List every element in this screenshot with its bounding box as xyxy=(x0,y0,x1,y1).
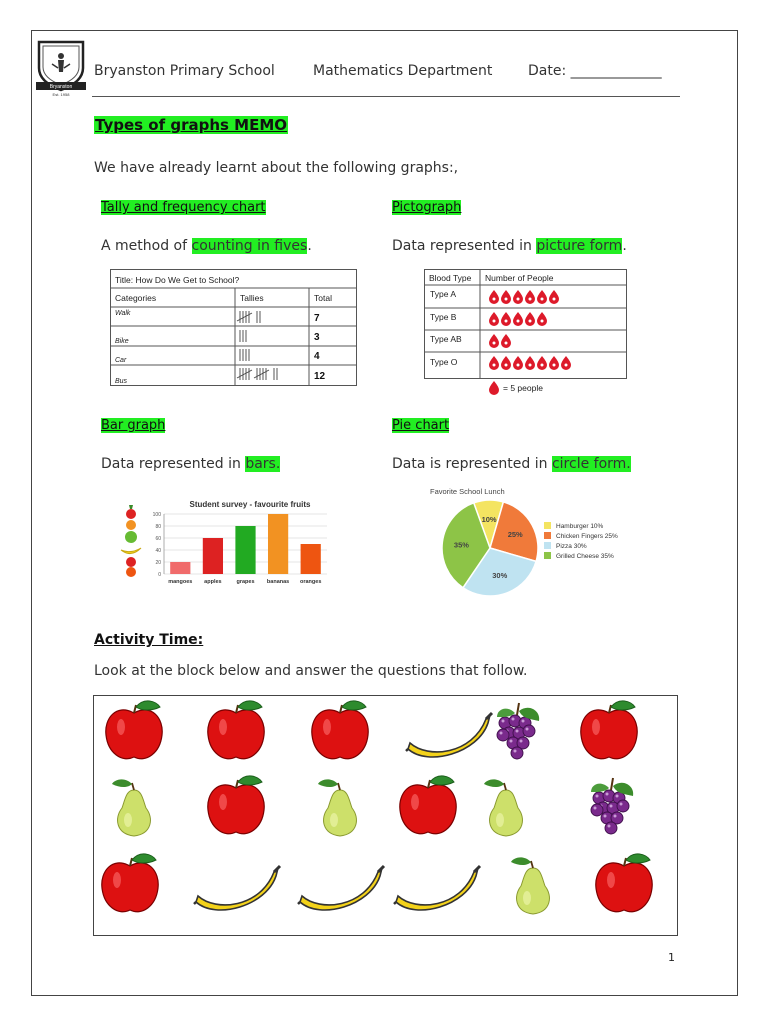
picto-row-type: Type AB xyxy=(430,334,462,344)
picto-key-text: = 5 people xyxy=(503,383,543,393)
pear-icon xyxy=(112,779,150,836)
bar-category-label: mangoes xyxy=(168,579,193,585)
school-name: Bryanston Primary School xyxy=(94,63,275,79)
tally-table-title: Title: How Do We Get to School? xyxy=(115,275,240,285)
crest-text: Bryanston xyxy=(49,84,73,90)
tally-desc-prefix: A method of xyxy=(101,238,192,254)
pictograph-heading: Pictograph xyxy=(392,200,462,215)
pear-icon xyxy=(318,779,356,836)
picto-row-type: Type A xyxy=(430,289,456,299)
tally-row-category: Walk xyxy=(115,310,131,317)
pie-chart-title: Favorite School Lunch xyxy=(430,487,505,496)
school-crest-icon xyxy=(34,38,88,100)
bar-ytick-label: 100 xyxy=(152,512,161,518)
bar-ytick-label: 0 xyxy=(158,572,161,578)
tally-header-tallies: Tallies xyxy=(240,293,264,303)
pie-legend-label: Pizza 30% xyxy=(556,543,587,550)
pie-slice-label: 35% xyxy=(453,540,469,550)
picto-key-drop-icon xyxy=(489,381,499,395)
bar xyxy=(268,514,288,574)
pie-legend-label: Chicken Fingers 25% xyxy=(556,533,618,540)
picto-row-type: Type B xyxy=(430,312,457,322)
picto-header-count: Number of People xyxy=(485,273,554,283)
tally-header-categories: Categories xyxy=(115,293,157,303)
tally-header-total: Total xyxy=(314,293,332,303)
picto-desc-suffix: . xyxy=(622,238,627,254)
bar xyxy=(301,544,321,574)
pie-legend-swatch xyxy=(544,552,551,559)
tally-heading: Tally and frequency chart xyxy=(101,200,266,215)
tally-row-category: Car xyxy=(115,357,127,364)
apple-icon xyxy=(596,854,652,912)
bar-graph-heading: Bar graph xyxy=(101,418,166,433)
tally-row-category: Bike xyxy=(115,338,129,345)
bar xyxy=(170,562,190,574)
page-title: Types of graphs MEMO xyxy=(95,116,288,134)
banana-icon xyxy=(194,866,280,910)
banana-icon xyxy=(394,866,480,910)
pear-icon xyxy=(511,857,549,914)
activity-heading: Activity Time: xyxy=(94,632,204,648)
bar-category-label: grapes xyxy=(236,579,255,585)
bar-ytick-label: 20 xyxy=(155,560,161,566)
banana-icon xyxy=(298,866,384,910)
tally-desc-highlight: counting in fives xyxy=(191,238,308,254)
pie-chart xyxy=(420,482,640,602)
tally-row-total: 7 xyxy=(314,313,320,324)
pear-icon xyxy=(484,779,522,836)
picto-row-type: Type O xyxy=(430,357,458,367)
apple-icon xyxy=(106,701,162,759)
apple-icon xyxy=(208,701,264,759)
pie-slice-label: 10% xyxy=(481,515,497,525)
fruit-grid xyxy=(94,696,677,935)
activity-instruction: Look at the block below and answer the questions that follow. xyxy=(94,663,528,679)
pie-legend-swatch xyxy=(544,532,551,539)
picto-desc-prefix: Data represented in xyxy=(392,238,537,254)
page-number: 1 xyxy=(668,951,675,964)
fruit-stack-icon xyxy=(121,505,141,577)
bar-desc-prefix: Data represented in xyxy=(101,456,246,472)
bar-chart-title: Student survey - favourite fruits xyxy=(189,500,311,509)
pie-legend-swatch xyxy=(544,542,551,549)
header-divider xyxy=(92,96,680,97)
tally-row-category: Bus xyxy=(115,378,128,385)
bar xyxy=(203,538,223,574)
tally-desc-suffix: . xyxy=(307,238,312,254)
bar-chart xyxy=(112,494,330,590)
apple-icon xyxy=(208,776,264,834)
bar-category-label: apples xyxy=(204,579,222,585)
bar-ytick-label: 80 xyxy=(155,524,161,530)
pie-desc-prefix: Data is represented in xyxy=(392,456,552,472)
apple-icon xyxy=(312,701,368,759)
pie-legend-label: Grilled Cheese 35% xyxy=(556,553,614,560)
pie-slice-label: 30% xyxy=(492,571,508,581)
pie-legend-label: Hamburger 10% xyxy=(556,523,604,530)
fruit-block xyxy=(93,695,678,936)
pie-description xyxy=(392,456,631,472)
banana-icon xyxy=(406,713,492,757)
apple-icon xyxy=(400,776,456,834)
tally-row-total: 4 xyxy=(314,351,320,362)
intro-text: We have already learnt about the following graphs:, xyxy=(94,160,459,176)
date-field[interactable]: Date: _____________ xyxy=(528,63,662,79)
pictograph xyxy=(424,269,628,395)
grapes-icon xyxy=(591,778,633,834)
apple-icon xyxy=(102,854,158,912)
pie-desc-highlight: circle form. xyxy=(551,456,631,472)
tally-table xyxy=(110,269,357,386)
pie-slice-label: 25% xyxy=(507,530,523,540)
crest-est: Est. 1958 xyxy=(52,92,70,97)
bar-desc-highlight: bars. xyxy=(245,456,281,472)
bar-ytick-label: 40 xyxy=(155,548,161,554)
apple-icon xyxy=(581,701,637,759)
tally-row-total: 3 xyxy=(314,332,320,343)
picto-desc-highlight: picture form xyxy=(536,238,623,254)
grapes-icon xyxy=(497,703,539,759)
tally-description xyxy=(101,238,312,254)
pie-chart-heading: Pie chart xyxy=(392,418,450,433)
pie-legend-swatch xyxy=(544,522,551,529)
department-name: Mathematics Department xyxy=(313,63,493,79)
tally-row-total: 12 xyxy=(314,371,326,382)
bar xyxy=(235,526,255,574)
bar-category-label: oranges xyxy=(299,579,322,585)
picto-description xyxy=(392,238,627,254)
bar-description xyxy=(101,456,280,472)
bar-ytick-label: 60 xyxy=(155,536,161,542)
bar-category-label: bananas xyxy=(266,579,290,585)
picto-header-type: Blood Type xyxy=(429,273,472,283)
